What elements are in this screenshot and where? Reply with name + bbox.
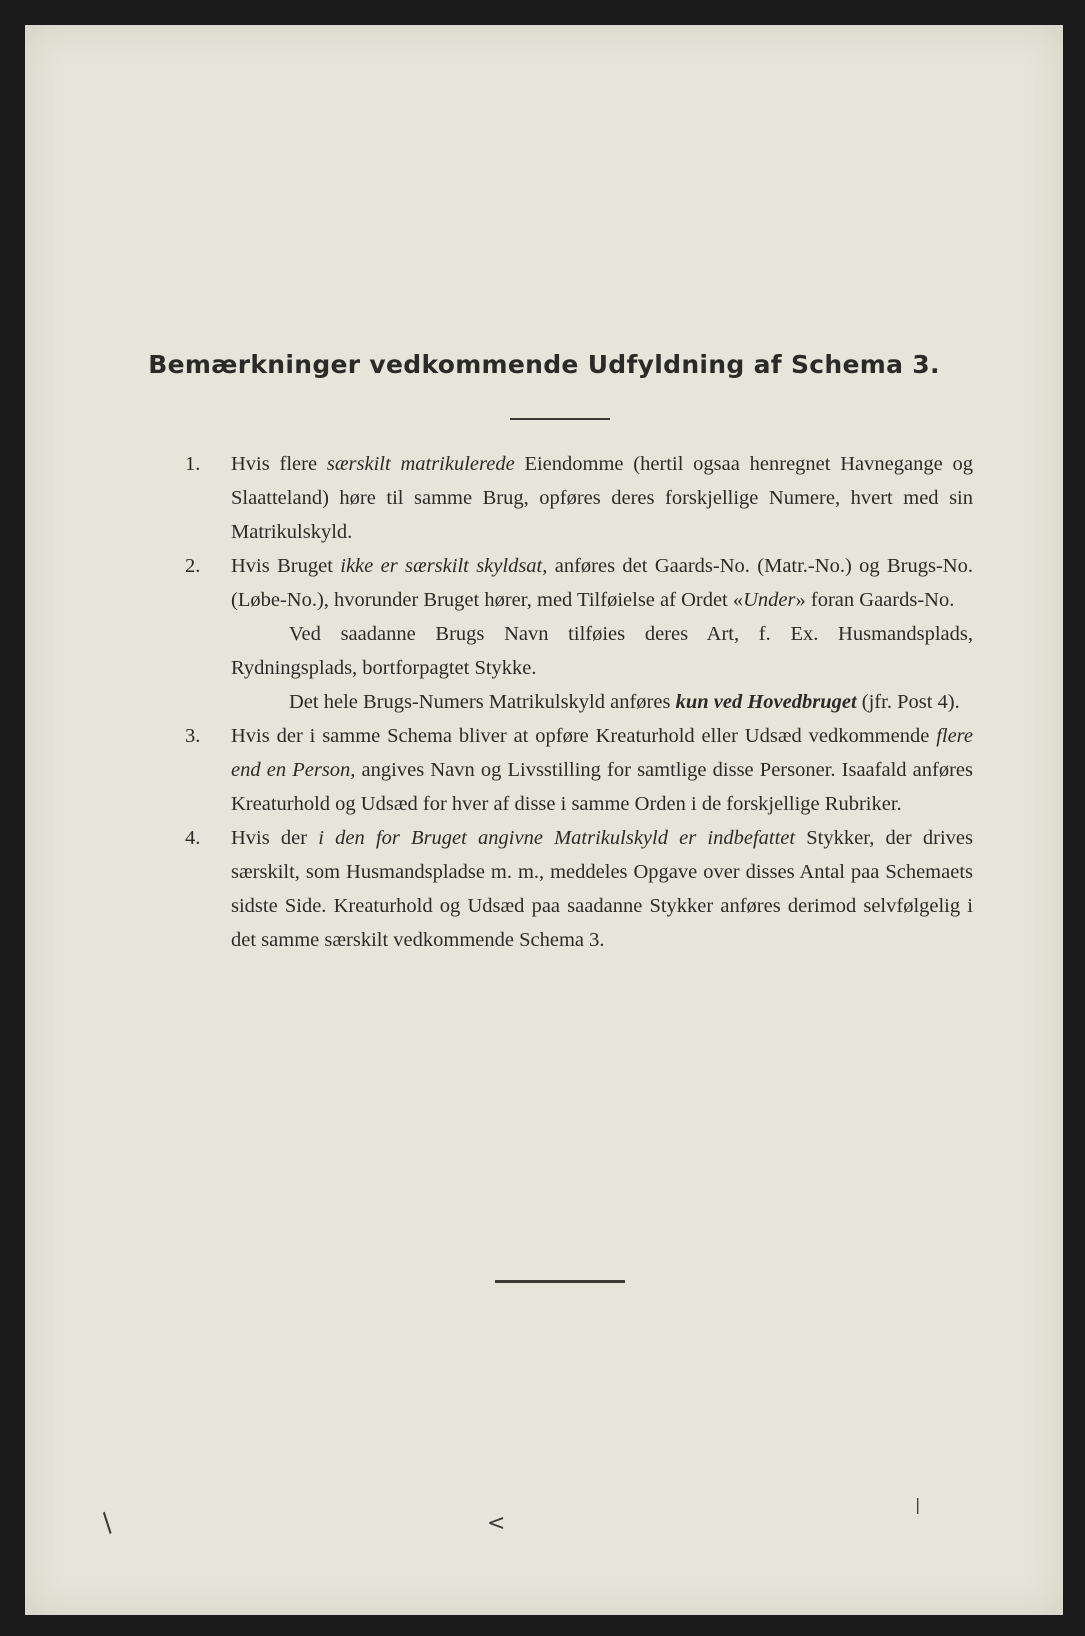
item-number: 4. [185, 827, 201, 849]
item-number: 3. [185, 725, 201, 747]
item-number: 2. [185, 555, 201, 577]
document-page [25, 25, 1063, 1615]
page-title: Bemærkninger vedkommende Udfyldning af Schema 3. [148, 350, 940, 379]
item-subparagraph: Det hele Brugs-Numers Matrikulskyld anføres kun ved Hovedbruget (jfr. Post 4). [289, 691, 960, 713]
item-paragraph: Hvis Bruget ikke er særskilt skyldsat, anføres det Gaards-No. (Matr.-No.) og Brugs-No. (Løbe-No.), hvorunder Bruget hører, med Tilføielse af Ordet «Under» foran Gaards-No. [231, 555, 973, 611]
item-paragraph: Hvis der i samme Schema bliver at opføre Kreaturhold eller Udsæd vedkommende flere end en Person, angives Navn og Livsstilling for samtlige disse Personer. Isaafald anføres Kreaturhold og Udsæd for hver af disse i samme Orden i de forskjellige Rubriker. [231, 725, 973, 815]
item-subparagraph: Ved saadanne Brugs Navn tilføies deres Art, f. Ex. Husmandsplads, Rydningsplads, bortforpagtet Stykke. [231, 623, 973, 679]
list-item [183, 549, 973, 719]
pencil-mark: < [487, 1511, 506, 1536]
list-item [183, 447, 973, 549]
item-paragraph: Hvis flere særskilt matrikulerede Eiendomme (hertil ogsaa henregnet Havnegange og Slaatteland) høre til samme Brug, opføres deres forskjellige Numere, hvert med sin Matrikulskyld. [231, 453, 973, 543]
pencil-mark: / [95, 1508, 120, 1538]
remarks-list [183, 447, 973, 957]
item-number: 1. [185, 453, 201, 475]
closing-divider [495, 1280, 625, 1283]
title-divider [510, 418, 610, 420]
list-item [183, 821, 973, 957]
list-item [183, 719, 973, 821]
pencil-mark: | [915, 1495, 921, 1514]
item-paragraph: Hvis der i den for Bruget angivne Matrikulskyld er indbefattet Stykker, der drives særskilt, som Husmandspladse m. m., meddeles Opgave over disses Antal paa Schemaets sidste Side. Kreaturhold og Udsæd paa saadanne Stykker anføres derimod selvfølgelig i det samme særskilt vedkommende Schema 3. [231, 827, 973, 951]
